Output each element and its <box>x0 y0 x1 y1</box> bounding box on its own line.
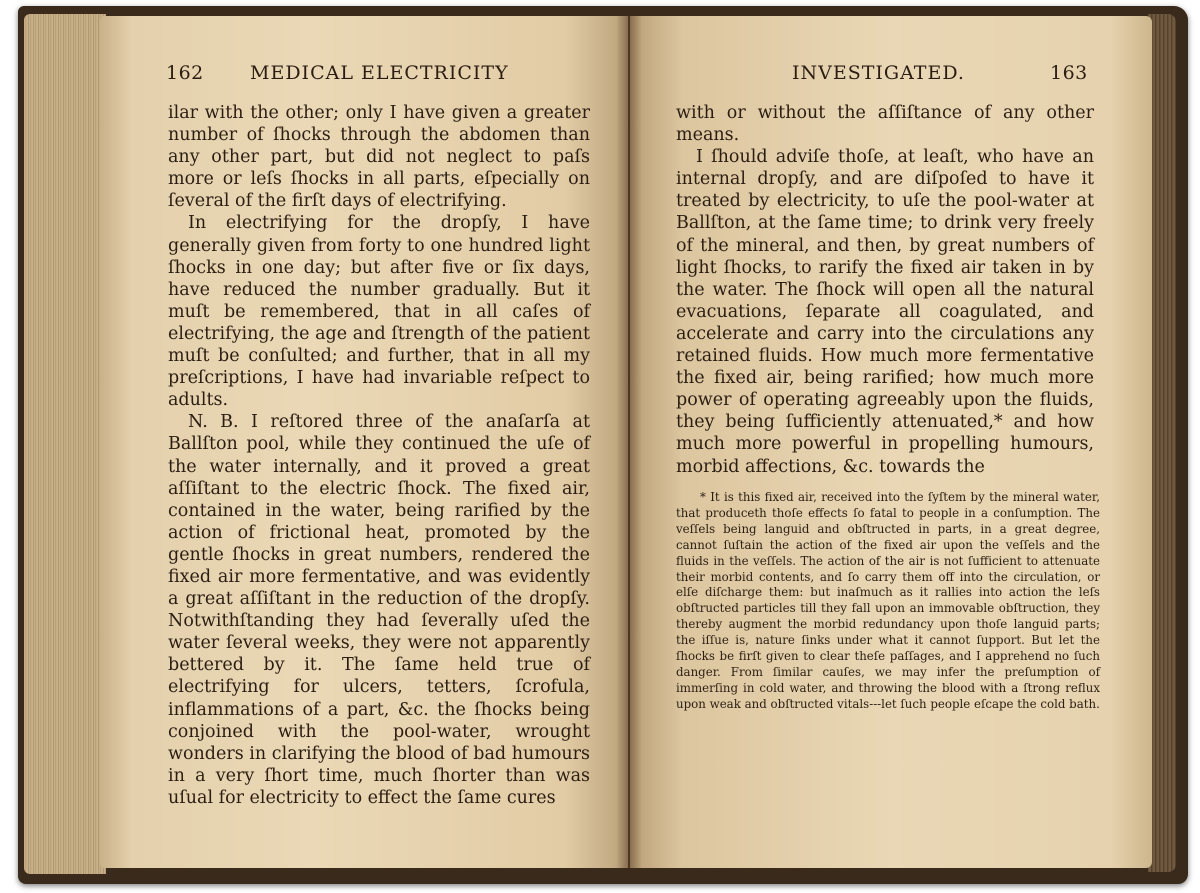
page-edges-right <box>1148 14 1176 872</box>
paragraph: N. B. I reſtored three of the anaſarſa at Ballſton pool, while they continued the uſe of the water internally, and it proved a great aſſiſtant to the electric ſhock. The fixed air, contained in the water, being rarified by the action of frictional heat, promoted by the gentle ſhocks in great numbers, rendered the fixed air more fermentative, and was evidently a great aſſiſtant in the reduction of the dropſy. Notwithſtanding they had ſeverally uſed the water ſeveral weeks, they were not apparently bettered by it. The ſame held true of electrifying for ulcers, tetters, ſcrofula, inflammations of a part, &c. the ſhocks being conjoined with the pool-water, wrought wonders in clarifying the blood of bad humours in a very ſhort time, much ſhorter than was uſual for electricity to effect the ſame cures <box>168 412 590 808</box>
left-page-body <box>168 102 590 809</box>
running-head-left: MEDICAL ELECTRICITY <box>250 62 509 84</box>
right-page <box>630 16 1152 868</box>
running-head-right: INVESTIGATED. <box>792 62 965 84</box>
page-number-right: 163 <box>1050 62 1088 84</box>
page-number-left: 162 <box>166 62 204 84</box>
footnote <box>676 490 1100 713</box>
left-page <box>100 16 628 868</box>
book-gutter <box>616 16 642 868</box>
right-page-body <box>676 102 1094 478</box>
page-edges-left <box>24 14 106 874</box>
paragraph: In electrifying for the dropſy, I have generally given from forty to one hundred light ſhocks in one day; but after five or ſix days, have reduced the number gradually. But it muſt be remembered, that in all caſes of electrifying, the age and ſtrength of the patient muſt be conſulted; and further, that in all my preſcriptions, I have had invariable reſpect to adults. <box>168 213 590 411</box>
paragraph: I ſhould adviſe thoſe, at leaſt, who have an internal dropſy, and are diſpoſed to have it treated by electricity, to uſe the pool-water at Ballſton, at the ſame time; to drink very freely of the mineral, and then, by great numbers of light ſhocks, to rarify the fixed air taken in by the water. The ſhock will open all the natural evacuations, ſeparate all coagulated, and accelerate and carry into the circulations any retained fluids. How much more fermentative the fixed air, being rarified; how much more power of operating agreeably upon the fluids, they being ſufficiently attenuated,* and how much more powerful in propelling humours, morbid affections, &c. towards the <box>676 147 1094 477</box>
paragraph: with or without the aſſiſtance of any other means. <box>676 103 1094 146</box>
paragraph: ilar with the other; only I have given a greater number of ſhocks through the abdomen than any other part, but did not neglect to paſs more or leſs ſhocks in all parts, eſpecially on ſeveral of the firſt days of electrifying. <box>168 103 590 212</box>
footnote-text: * It is this fixed air, received into the ſyſtem by the mineral water, that produceth thoſe effects ſo fatal to people in a conſumption. The veſſels being languid and obſtructed in parts, in a great degree, cannot ſuſtain the action of the fixed air upon the veſſels and the fluids in the veſſels. The action of the air is not ſufficient to attenuate their morbid contents, and ſo carry them off into the circulation, or elſe diſcharge them: but inaſmuch as it rallies into action the leſs obſtructed particles till they fall upon an immovable obſtruction, they thereby augment the morbid redundancy upon thoſe languid parts; the iſſue is, nature ſinks under what it cannot ſupport. But let the ſhocks be firſt given to clear theſe paſſages, and I apprehend no ſuch danger. From ſimilar cauſes, we may infer the preſumption of immerſing in cold water, and throwing the blood with a ſtrong reflux upon weak and obſtructed vitals---let ſuch people eſcape the cold bath. <box>676 490 1100 711</box>
